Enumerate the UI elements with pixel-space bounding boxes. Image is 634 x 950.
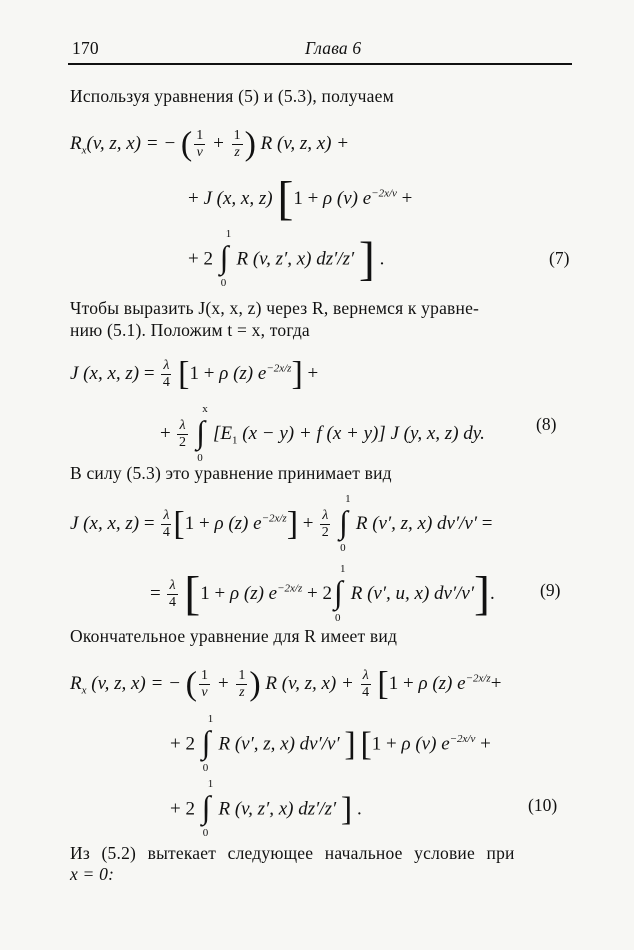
paragraph-2-line-2: нию (5.1). Положим t = x, тогда <box>70 320 310 340</box>
equation-10-number: (10) <box>528 795 558 815</box>
equation-8-number: (8) <box>536 414 557 434</box>
equation-9-line-1: J (x, x, z) = $\frac{\lambda}{4}$ [1 + ρ (z) $e^{-2x/z}$] + $\frac{\lambda}{2}$ 1 ∫ 0 R (v′, z, x) dv′/v′ = <box>70 492 493 554</box>
equation-7-line-3: + 2 1 ∫ 0 R (v, z′, x) dz′/z′ ] . <box>188 228 385 289</box>
paragraph-2-line-1: Чтобы выразить J(x, x, z) через R, вернемся к уравне- <box>70 298 480 318</box>
equation-7-line-2: + J (x, x, z) [1 + ρ (v) $e^{-2x/v}$ + <box>188 172 413 225</box>
equation-7-line-1: $R_x(v$, z, x) = − ( $\frac{1}{v}$ + $\frac{1}{z}$ ) R (v, z, x) + <box>70 125 350 163</box>
equation-7-number: (7) <box>549 248 570 268</box>
chapter-title: Глава 6 <box>305 38 362 58</box>
paragraph-5-line-1: Из (5.2) вытекает следующее начальное условие при <box>70 843 515 863</box>
equation-9-number: (9) <box>540 580 561 600</box>
page-number: 170 <box>72 38 99 58</box>
equation-9-line-2: = $\frac{\lambda}{4}$ [1 + ρ (z) $e^{-2x/z} + 2$ 1 ∫ 0 R (v′, u, x) dv′/v′]. <box>150 562 495 624</box>
equation-10-line-1: $R_x$ (v, z, x) = − ( $\frac{1}{v}$ + $\frac{1}{z}$ ) R (v, z, x) + $\frac{\lambda}{4}$ [1 + ρ (z) $e^{-2x/z}+$ <box>70 665 502 703</box>
header-rule <box>68 63 572 65</box>
equation-10-line-2: + 2 1 ∫ 0 R (v′, z, x) dv′/v′ ] [1 + ρ (v) $e^{-2x/v}$ + <box>170 713 491 774</box>
paragraph-5-line-2: x = 0: <box>70 864 115 884</box>
equation-8-line-2: + $\frac{\lambda}{2}$ x ∫ 0 [$E_1$ (x − y) + f (x + y)] J (y, x, z) dy. <box>160 402 485 464</box>
equation-8-line-1: J (x, x, z) = $\frac{\lambda}{4}$ [1 + ρ (z) $e^{-2x/z}$] + <box>70 355 319 393</box>
paragraph-3: В силу (5.3) это уравнение принимает вид <box>70 463 392 483</box>
paragraph-1: Используя уравнения (5) и (5.3), получаем <box>70 86 394 106</box>
paragraph-4: Окончательное уравнение для R имеет вид <box>70 626 398 646</box>
equation-10-line-3: + 2 1 ∫ 0 R (v, z′, x) dz′/z′ ] . <box>170 778 362 839</box>
